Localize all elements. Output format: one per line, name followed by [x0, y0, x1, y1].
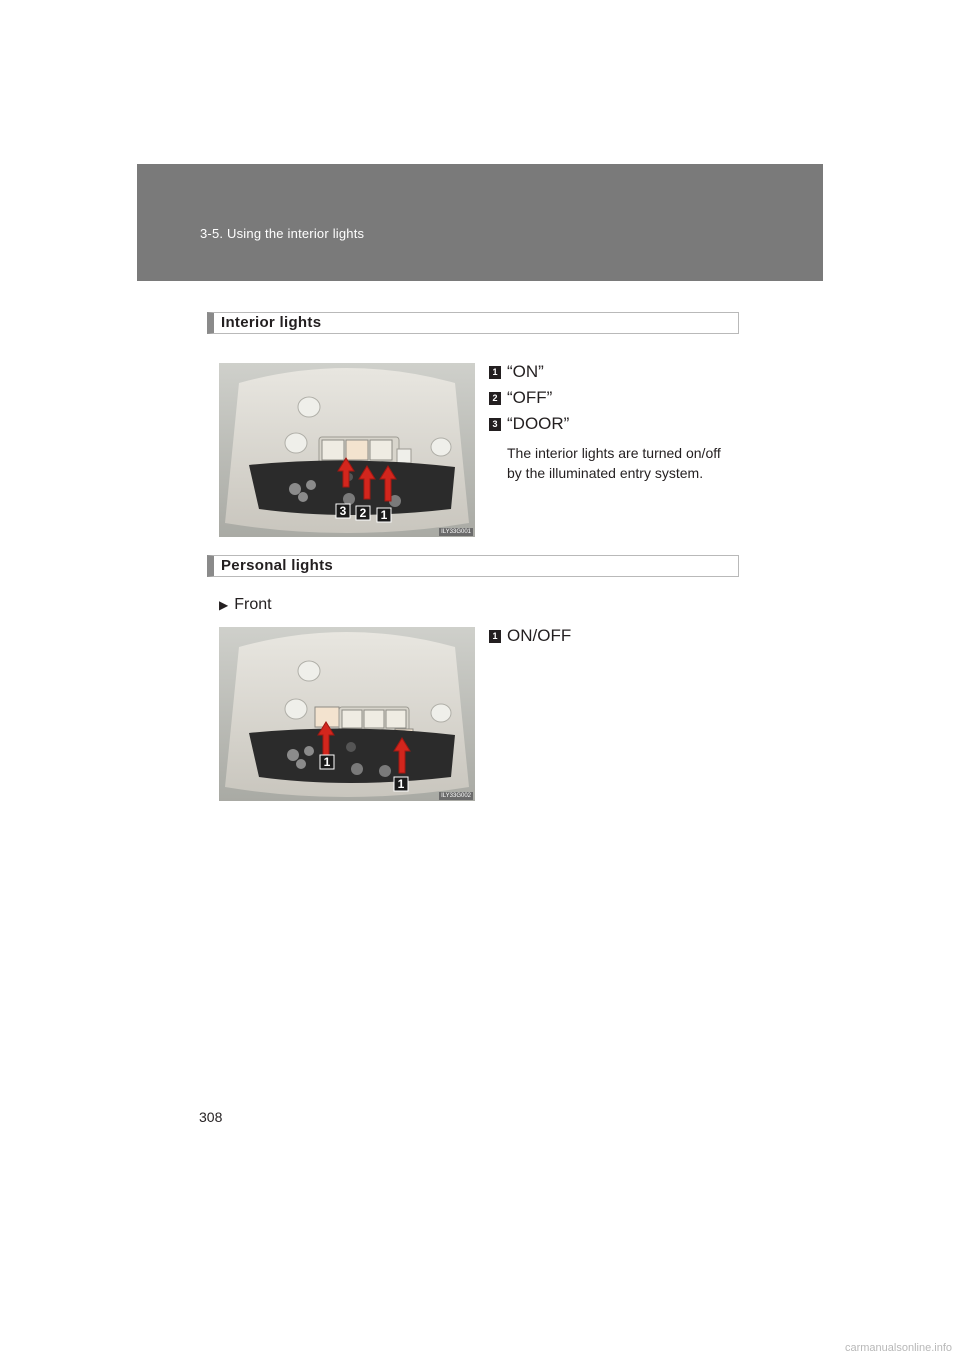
personal-lights-heading-bar [207, 555, 739, 577]
personal-lights-photo [219, 627, 475, 801]
triangle-bullet-icon: ▶ [219, 598, 229, 612]
watermark-text: carmanualsonline.info [844, 1342, 952, 1354]
interior-item-door [489, 414, 569, 434]
front-subheading [219, 596, 272, 614]
interior-lights-heading-bar [207, 312, 739, 334]
item-number-badge: 2 [489, 392, 501, 405]
callout-label: 1 [380, 508, 388, 522]
item-label: “DOOR” [507, 414, 570, 433]
interior-description [507, 443, 747, 483]
personal-lights-heading: Personal lights [221, 557, 334, 574]
callout-label: 1 [397, 777, 405, 791]
description-line: by the illuminated entry system. [507, 465, 704, 481]
callout-label: 3 [339, 504, 347, 518]
interior-lights-heading: Interior lights [221, 314, 322, 331]
callout-label: 1 [323, 755, 331, 769]
interior-lights-photo [219, 363, 475, 537]
item-number-badge: 1 [489, 366, 501, 379]
image-code: ILY33G002 [441, 793, 471, 799]
description-line: The interior lights are turned on/off [507, 445, 721, 461]
interior-item-on [489, 362, 544, 382]
item-number-badge: 1 [489, 630, 501, 643]
item-number-badge: 3 [489, 418, 501, 431]
image-code: ILY33G001 [441, 529, 471, 535]
personal-item-on-off [489, 626, 571, 646]
subheading-label: Front [234, 596, 272, 613]
interior-item-off [489, 388, 552, 408]
page-number: 308 [199, 1109, 223, 1125]
callout-label: 2 [359, 506, 367, 520]
item-label: ON/OFF [507, 626, 572, 645]
item-label: “OFF” [507, 388, 553, 407]
section-title: 3-5. Using the interior lights [200, 226, 365, 241]
item-label: “ON” [507, 362, 544, 381]
header-band [137, 164, 823, 281]
